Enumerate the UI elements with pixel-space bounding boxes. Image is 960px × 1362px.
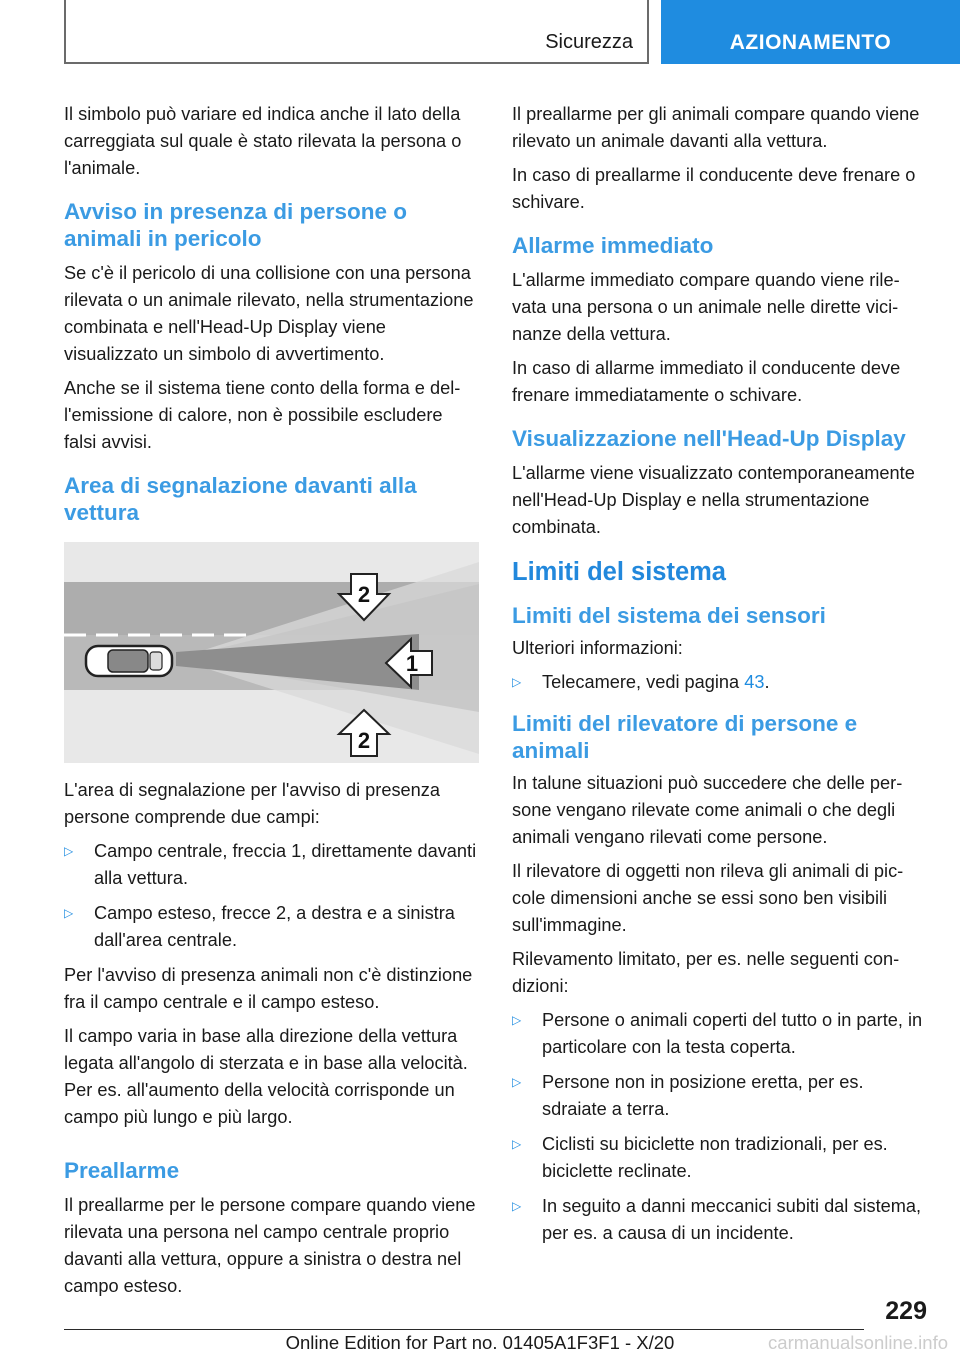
heading-immediate-warning: Allarme immediato — [512, 233, 714, 258]
marker-2-top-label: 2 — [357, 582, 371, 607]
heading-detector-limits: Limiti del rilevatore di persone e animali — [512, 711, 858, 763]
prewarning-paragraph-3: In caso di preallarme il conducente deve frenare o schivare. — [512, 165, 916, 212]
list-item — [512, 669, 927, 696]
section-tab-label: Sicurezza — [545, 31, 633, 53]
sensor-paragraph-1: Ulteriori informazioni: — [512, 638, 683, 658]
footer-divider — [64, 1329, 864, 1330]
prewarning-paragraph-2: Il preallarme per gli animali compare quando viene rilevato un animale davanti alla vettura. — [512, 104, 920, 151]
heading-system-limits: Limiti del sistema — [512, 558, 726, 586]
footer-edition-text: Online Edition for Part no. 01405A1F3F1 - X/20 — [285, 1332, 675, 1353]
area-bullet-list — [64, 838, 479, 954]
chapter-tab-label: AZIONAMENTO — [729, 31, 892, 54]
list-item-text: Campo esteso, frecce 2, a destra e a sinistra dall'area centrale. — [94, 903, 455, 950]
hud-paragraph-1: L'allarme viene visualizzato contemporaneamente nell'Head-Up Display e nella strumentazione combinata. — [512, 463, 915, 537]
marker-1-label: 1 — [405, 651, 419, 676]
page-number: 229 — [885, 1297, 927, 1325]
triangle-bullet-icon: ▷ — [512, 1013, 522, 1027]
heading-warning: Avviso in presenza di persone o animali in pericolo — [64, 199, 408, 251]
detector-paragraph-3: Rilevamento limitato, per es. nelle seguenti condizioni: — [512, 949, 900, 996]
immediate-paragraph-1: L'allarme immediato compare quando viene rilevata una persona o un animale nelle dirette vicinanze della vettura. — [512, 270, 900, 344]
left-column — [64, 101, 479, 1307]
section-tab[interactable] — [64, 0, 649, 64]
marker-2-bottom-label: 2 — [357, 728, 371, 753]
list-item — [512, 1193, 927, 1247]
list-item-text: Telecamere, vedi pagina — [542, 672, 745, 692]
triangle-bullet-icon: ▷ — [512, 675, 522, 689]
list-item-text: Persone o animali coperti del tutto o in parte, in particolare con la testa coperta. — [542, 1010, 923, 1057]
heading-prewarning: Preallarme — [64, 1158, 180, 1183]
list-item-text: Persone non in posizione eretta, per es. sdraiate a terra. — [542, 1072, 864, 1119]
heading-sensor-limits: Limiti del sistema dei sensori — [512, 603, 826, 628]
area-paragraph-1: L'area di segnalazione per l'avviso di presenza persone comprende due campi: — [64, 780, 440, 827]
detector-paragraph-2: Il rilevatore di oggetti non rileva gli animali di piccole dimensioni anche se essi sono ben visibili sull'immagine. — [512, 861, 904, 935]
list-item — [512, 1069, 927, 1123]
sensor-bullet-list — [512, 669, 927, 696]
area-paragraph-2: Per l'avviso di presenza animali non c'è distinzione fra il campo centrale e il campo esteso. — [64, 965, 473, 1012]
triangle-bullet-icon: ▷ — [64, 844, 74, 858]
intro-paragraph: Il simbolo può variare ed indica anche il lato della carreggiata sul quale è stato rilevata la persona o l'animale. — [64, 104, 462, 178]
list-item-text: In seguito a danni meccanici subiti dal sistema, per es. a causa di un incidente. — [542, 1196, 922, 1243]
car-icon — [86, 646, 172, 676]
heading-hud-display: Visualizzazione nell'Head-Up Display — [512, 426, 906, 451]
triangle-bullet-icon: ▷ — [512, 1075, 522, 1089]
list-item — [64, 900, 479, 954]
list-item — [64, 838, 479, 892]
detector-bullet-list — [512, 1007, 927, 1247]
list-item — [512, 1007, 927, 1061]
right-column — [512, 101, 927, 1255]
list-item-text: Campo centrale, freccia 1, direttamente davanti alla vettura. — [94, 841, 477, 888]
warning-paragraph-1: Se c'è il pericolo di una collisione con una persona rilevata o un animale rilevato, nella strumentazione combinata e nell'Head-Up Display viene visualizzato un simbolo di avvertimento. — [64, 263, 474, 364]
detection-area-illustration — [64, 542, 479, 763]
page-reference-link[interactable]: 43 — [744, 672, 765, 692]
chapter-tab[interactable] — [661, 0, 960, 64]
triangle-bullet-icon: ▷ — [512, 1137, 522, 1151]
immediate-paragraph-2: In caso di allarme immediato il conducente deve frenare immediatamente o schivare. — [512, 358, 901, 405]
list-item — [512, 1131, 927, 1185]
warning-paragraph-2: Anche se il sistema tiene conto della forma e dell'emissione di calore, non è possibile escludere falsi avvisi. — [64, 378, 461, 452]
triangle-bullet-icon: ▷ — [64, 906, 74, 920]
detector-paragraph-1: In talune situazioni può succedere che delle persone vengano rilevate come animali o che degli animali vengano rilevati come persone. — [512, 773, 903, 847]
list-item-end: . — [764, 672, 770, 692]
prewarning-paragraph-1: Il preallarme per le persone compare quando viene rilevata una persona nel campo centrale proprio davanti alla vettura, oppure a sinistra o destra nel campo esteso. — [64, 1195, 476, 1296]
area-paragraph-3: Il campo varia in base alla direzione della vettura legata all'angolo di sterzata e in base alla velocità. Per es. all'aumento della velocità corrisponde un campo più lungo e più largo. — [64, 1026, 468, 1127]
detection-area-figure — [64, 542, 479, 763]
heading-detection-area: Area di segnalazione davanti alla vettura — [64, 473, 417, 525]
triangle-bullet-icon: ▷ — [512, 1199, 522, 1213]
list-item-text: Ciclisti su biciclette non tradizionali, per es. biciclette reclinate. — [542, 1134, 888, 1181]
footer-watermark: carmanualsonline.info — [768, 1332, 948, 1353]
